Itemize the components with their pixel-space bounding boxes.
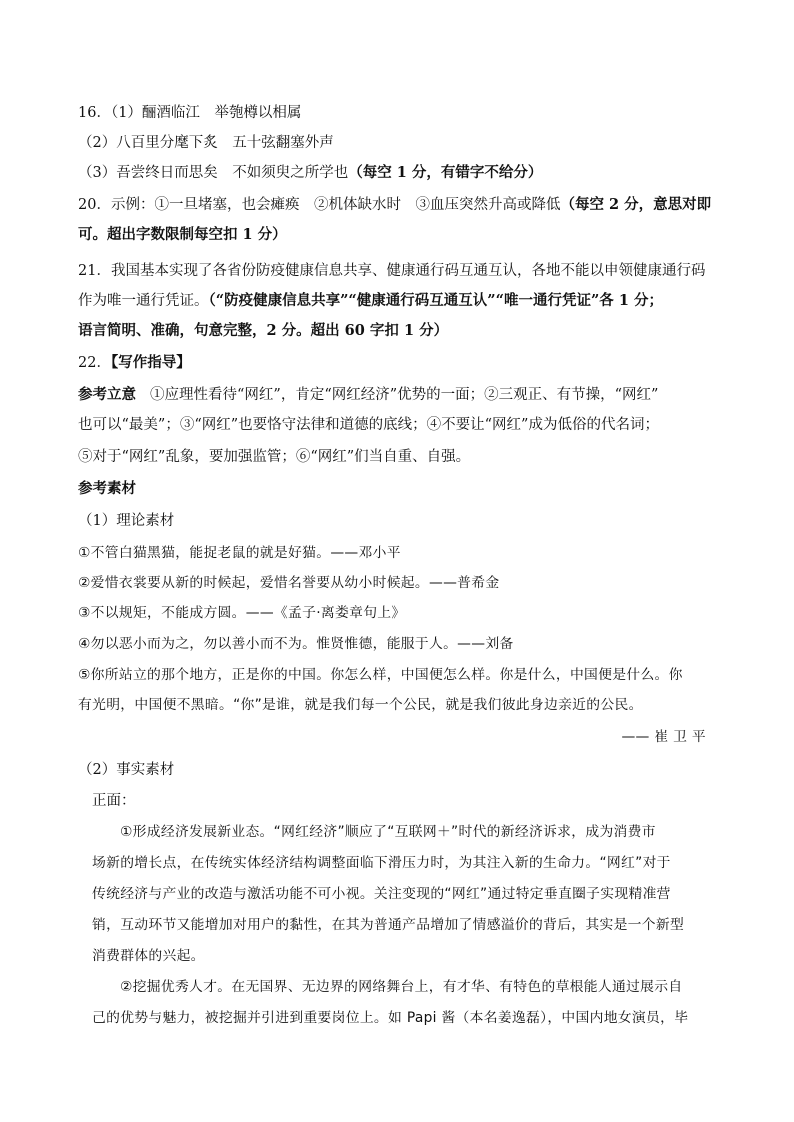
paragraph-2-line-1: ②挖掘优秀人才。在无国界、无边界的网络舞台上，有才华、有特色的草根能人通过展示自	[120, 979, 683, 995]
theory-quote-2: ②爱惜衣裳要从新的时候起，爱惜名誉要从幼小时候起。——普希金	[78, 575, 500, 591]
paragraph-1-line-2: 场新的增长点，在传统实体经济结构调整面临下滑压力时，为其注入新的生命力。“网红”对于	[92, 855, 671, 871]
theory-quote-3: ③不以规矩，不能成方圆。——《孟子·离娄章句上》	[78, 605, 406, 621]
quote-author: —— 崔 卫 平	[621, 729, 706, 745]
answer-20-text: 20．示例：①一旦堵塞，也会瘫痪 ②机体缺水时 ③血压突然升高或降低	[78, 197, 561, 213]
reference-theme-line-2: 也可以“最美”；③“网红”也要恪守法律和道德的底线；④不要让“网红”成为低俗的代名词；	[78, 417, 659, 433]
paragraph-1-line-3: 传统经济与产业的改造与激活功能不可小视。关注变现的“网红”通过特定垂直圈子实现精准营	[92, 886, 671, 902]
paragraph-1-line-5: 消费群体的兴起。	[92, 948, 205, 964]
answer-16-3	[78, 163, 542, 183]
answer-21-text: 作为唯一通行凭证。	[78, 293, 209, 309]
answer-20	[78, 195, 711, 215]
question-22-heading	[78, 353, 191, 373]
answer-16-3-text: （3）吾尝终日而思矣 不如须臾之所学也	[78, 165, 349, 181]
reference-theme-label: 参考立意	[78, 386, 136, 403]
reference-material-label: 参考素材	[78, 480, 136, 497]
answer-21-line-2	[78, 291, 663, 311]
paragraph-1-line-4: 销，互动环节又能增加对用户的黏性，在其为普通产品增加了情感溢价的背后，其实是一个新型	[92, 917, 685, 933]
positive-label: 正面：	[92, 793, 136, 809]
answer-21-line-1: 21．我国基本实现了各省份防疫健康信息共享、健康通行码互通互认，各地不能以申领健康通行码	[78, 263, 706, 279]
scoring-note: （“防疫健康信息共享”“健康通行码互通互认”“唯一通行凭证”各 1 分；	[208, 292, 663, 309]
theory-quote-5-line-2: 有光明，中国便不黑暗。“你”是谁，就是我们每一个公民，就是我们彼此身边亲近的公民。	[78, 697, 643, 713]
theory-material-heading: （1）理论素材	[78, 513, 175, 529]
theory-quote-5-line-1: ⑤你所站立的那个地方，正是你的中国。你怎么样，中国便怎么样。你是什么，中国便是什么。你	[78, 667, 683, 683]
scoring-note-20-continued: 可。超出字数限制每空扣 1 分）	[78, 226, 287, 243]
fact-material-heading: （2）事实素材	[78, 762, 175, 778]
reference-theme-text: ①应理性看待“网红”，肯定“网红经济”优势的一面；②三观正、有节操，“网红”	[150, 387, 659, 403]
theory-quote-4: ④勿以恶小而为之，勿以善小而不为。惟贤惟德，能服于人。——刘备	[78, 636, 514, 652]
answer-16-2: （2）八百里分麾下炙 五十弦翻塞外声	[78, 135, 334, 151]
reference-theme-line-1	[78, 385, 658, 405]
theory-quote-1: ①不管白猫黑猫，能捉老鼠的就是好猫。——邓小平	[78, 545, 401, 561]
scoring-note-21-continued: 语言简明、准确，句意完整，2 分。超出 60 字扣 1 分）	[78, 322, 449, 339]
paragraph-2-line-2: 己的优势与魅力，被挖掘并引进到重要岗位上。如 Papi 酱（本名姜逸磊），中国内地女演员，毕	[92, 1010, 689, 1026]
answer-16-1: 16．（1）酾酒临江 举匏樽以相属	[78, 105, 302, 121]
writing-guide-title: 【写作指导】	[110, 354, 191, 371]
question-number: 22．	[78, 355, 111, 371]
scoring-note: （每空 2 分，意思对即	[560, 196, 712, 213]
scoring-note: （每空 1 分，有错字不给分）	[348, 164, 543, 181]
paragraph-1-line-1: ①形成经济发展新业态。“网红经济”顺应了“互联网＋”时代的新经济诉求，成为消费市	[120, 824, 656, 840]
reference-theme-line-3: ⑤对于“网红”乱象，要加强监管；⑥“网红”们当自重、自强。	[78, 449, 471, 465]
